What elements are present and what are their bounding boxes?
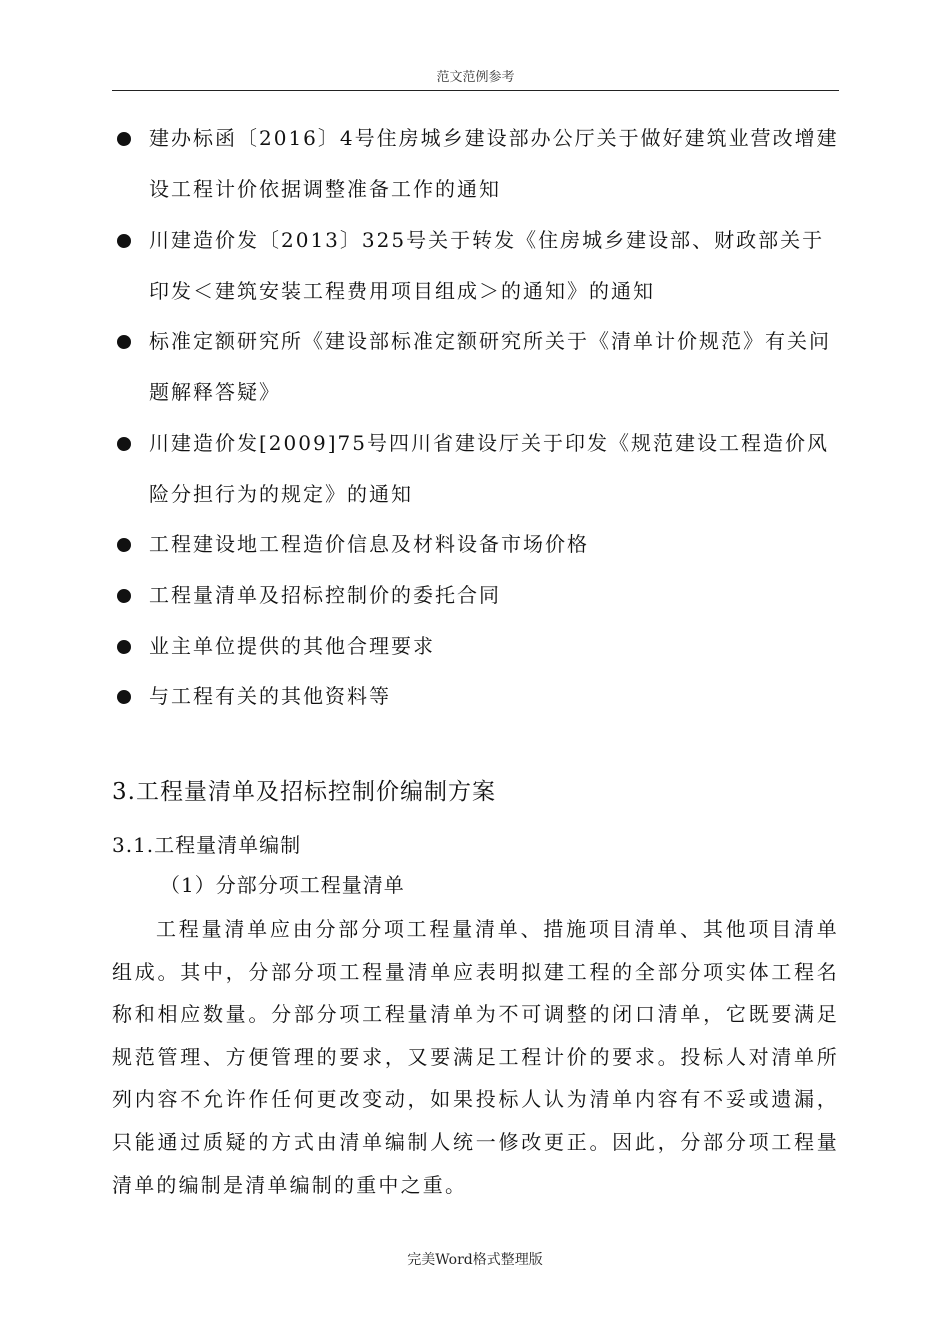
list-item-text: 建办标函〔2016〕4号住房城乡建设部办公厅关于做好建筑业营改增建设工程计价依据调整准备工作的通知 <box>149 126 839 201</box>
list-item-text: 工程建设地工程造价信息及材料设备市场价格 <box>149 532 589 556</box>
body-paragraph: 工程量清单应由分部分项工程量清单、措施项目清单、其他项目清单组成。其中，分部分项工程量清单应表明拟建工程的全部分项实体工程名称和相应数量。分部分项工程量清单为不可调整的闭口清单，它既要满足规范管理、方便管理的要求，又要满足工程计价的要求。投标人对清单所列内容不允许作任何更改变动，如果投标人认为清单内容有不妥或遗漏，只能通过质疑的方式由清单编制人统一修改更正。因此，分部分项工程量清单的编制是清单编制的重中之重。 <box>112 917 839 1197</box>
bullet-dot-icon <box>117 640 131 654</box>
bullet-dot-icon <box>117 335 131 349</box>
subsection-heading: 3.1.工程量清单编制 <box>112 833 302 857</box>
list-item-text: 工程量清单及招标控制价的委托合同 <box>149 583 501 607</box>
list-item-text: 业主单位提供的其他合理要求 <box>149 634 435 658</box>
bullet-dot-icon <box>117 589 131 603</box>
bullet-dot-icon <box>117 690 131 704</box>
bullet-dot-icon <box>117 132 131 146</box>
list-item-text: 川建造价发〔2013〕325号关于转发《住房城乡建设部、财政部关于印发＜建筑安装工程费用项目组成＞的通知》的通知 <box>149 228 825 303</box>
page-header: 范文范例参考 <box>112 68 839 91</box>
list-item-text: 标准定额研究所《建设部标准定额研究所关于《清单计价规范》有关问题解释答疑》 <box>149 329 831 404</box>
bullet-dot-icon <box>117 437 131 451</box>
list-item-text: 与工程有关的其他资料等 <box>149 684 391 708</box>
sub-item-heading: （1）分部分项工程量清单 <box>160 873 405 897</box>
bullet-dot-icon <box>117 538 131 552</box>
section-heading: 3.工程量清单及招标控制价编制方案 <box>112 779 496 805</box>
page-footer: 完美Word格式整理版 <box>407 1252 543 1268</box>
list-item-text: 川建造价发[2009]75号四川省建设厅关于印发《规范建设工程造价风险分担行为的规定》的通知 <box>149 431 829 506</box>
bullet-dot-icon <box>117 234 131 248</box>
